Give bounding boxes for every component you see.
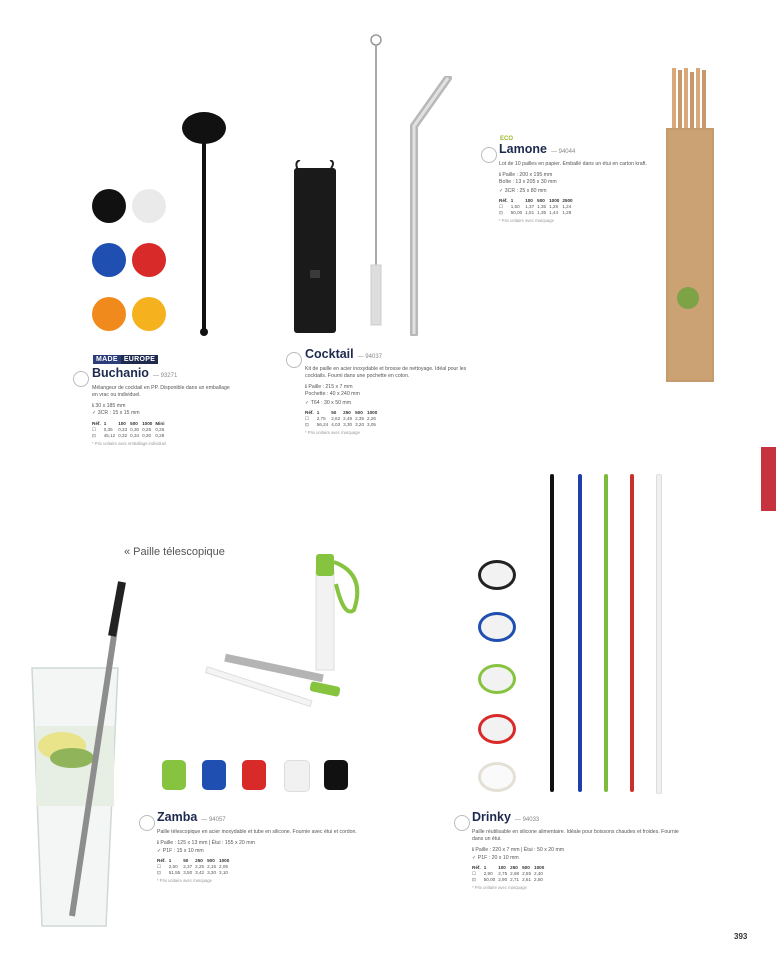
recycle-icon xyxy=(481,147,497,163)
table-row: ☐ 2,75 2,62 2,48 2,35 2,26 xyxy=(305,416,376,421)
table-row: ⊡ 56,24 4,03 3,30 3,20 3,05 xyxy=(305,422,376,427)
page-number: 393 xyxy=(734,932,748,941)
zamba-spec2: ✓ P1F : 15 x 10 mm xyxy=(157,848,204,854)
zamba-block xyxy=(157,810,392,883)
recycle-icon xyxy=(454,815,470,831)
table-row: ☐ 2,90 2,75 2,68 2,55 2,40 xyxy=(472,871,543,876)
cocktail-spec3: ✓ T64 : 30 x 50 mm xyxy=(305,400,352,406)
badge-made: MADE xyxy=(93,355,121,364)
buchanio-desc: Mélangeur de cocktail en PP. Disponible dans un emballage en vrac ou individuel. xyxy=(92,385,230,398)
zamba-straw-image xyxy=(200,650,350,726)
zamba-glass-image xyxy=(22,576,132,930)
zamba-price-table xyxy=(157,858,232,876)
buchanio-stirrer-image xyxy=(180,108,240,343)
cocktail-spec2: Pochette : 40 x 240 mm xyxy=(305,391,360,397)
drinky-straw-blue xyxy=(578,474,582,792)
lamone-price-table xyxy=(499,198,576,216)
drinky-spec1: ℹ Paille : 220 x 7 mm | Étui : 50 x 20 mm xyxy=(472,847,565,853)
cocktail-desc: Kit de paille en acier inoxydable et brosse de nettoyage. Idéal pour les cocktails. Fourni dans une pochette en coton. xyxy=(305,366,467,379)
swatch-red xyxy=(132,243,166,277)
drinky-case-white xyxy=(478,762,516,792)
table-header: Réf. 1 50 250 500 1000 xyxy=(157,858,230,863)
lamone-spec2: Boîte : 13 x 205 x 30 mm xyxy=(499,179,557,185)
swatch-blue xyxy=(92,243,126,277)
drinky-straw-green xyxy=(604,474,608,792)
drinky-price-table xyxy=(472,865,547,883)
zamba-cap-green xyxy=(162,760,186,790)
recycle-icon xyxy=(139,815,155,831)
zamba-cap-black xyxy=(324,760,348,790)
cocktail-spec1: ℹ Paille : 215 x 7 mm xyxy=(305,384,353,390)
zamba-note: * Prix unitaire avec marquage xyxy=(157,878,212,883)
section-tab xyxy=(761,447,776,511)
lamone-box-image xyxy=(662,68,718,384)
drinky-case-black xyxy=(478,560,516,590)
lamone-title: Lamone — 94044 xyxy=(499,142,576,156)
zamba-desc: Paille télescopique en acier inoxydable et tube en silicone. Fournie avec étui et cordon. xyxy=(157,829,357,835)
lamone-note: * Prix unitaire avec marquage xyxy=(499,218,554,223)
drinky-note: * Prix unitaire avec marquage xyxy=(472,885,527,890)
table-header: Réf. 1 100 500 1000 2500 xyxy=(499,198,573,203)
buchanio-price-table xyxy=(92,421,168,439)
table-header: Réf. 1 100 500 1000 Mini xyxy=(92,421,165,426)
drinky-straw-white xyxy=(656,474,662,794)
lamone-eco-label: ECO xyxy=(500,136,514,142)
buchanio-title: Buchanio — 93271 xyxy=(92,366,178,380)
table-row: ⊡ 45,12 0,32 0,34 0,30 0,28 xyxy=(92,433,165,438)
swatch-yellow xyxy=(132,297,166,331)
zamba-spec1: ℹ Paille : 125 x 13 mm | Étui : 155 x 20 mm xyxy=(157,840,255,846)
table-header: Réf. 1 50 250 500 1000 xyxy=(305,410,378,415)
swatch-orange xyxy=(92,297,126,331)
drinky-desc: Paille réutilisable en silicone alimentaire. Idéale pour boissons chaudes et froides. Fournie dans un étui. xyxy=(472,829,679,842)
table-row: ⊡ 51,55 3,50 3,42 3,30 3,10 xyxy=(157,870,228,875)
table-row: ☐ 0,35 0,33 0,30 0,28 0,26 xyxy=(92,427,165,432)
drinky-straw-red xyxy=(630,474,634,792)
cocktail-brush-image xyxy=(368,34,384,334)
drinky-spec2: ✓ P1F : 20 x 10 mm xyxy=(472,855,519,861)
lamone-spec1: ℹ Paille : 200 x 195 mm xyxy=(499,172,553,178)
badge-europe: EUROPE xyxy=(121,355,158,364)
cocktail-price-table xyxy=(305,410,380,428)
table-row: ⊡ 50,00 2,90 2,71 2,61 2,50 xyxy=(472,877,543,882)
drinky-case-red xyxy=(478,714,516,744)
cocktail-straw-image xyxy=(400,76,460,336)
drinky-case-green xyxy=(478,664,516,694)
buchanio-spec1: ℹ 30 x 185 mm xyxy=(92,403,126,409)
zamba-title: Zamba — 94057 xyxy=(157,810,226,824)
lamone-desc: Lot de 10 pailles en papier. Emballé dans un étui en carton kraft. xyxy=(499,161,647,167)
drinky-case-blue xyxy=(478,612,516,642)
lamone-block xyxy=(499,142,649,223)
table-row: ⊡ 50,00 1,51 1,35 1,44 1,28 xyxy=(499,210,572,215)
drinky-title: Drinky — 94033 xyxy=(472,810,540,824)
table-header: Réf. 1 100 250 500 1000 xyxy=(472,865,545,870)
buchanio-block xyxy=(92,366,232,446)
lamone-spec3: ✓ 3CR : 25 x 80 mm xyxy=(499,188,547,194)
cocktail-title: Cocktail — 94037 xyxy=(305,347,382,361)
cocktail-pouch-image xyxy=(290,160,340,335)
table-row: ☐ 2,50 2,37 2,25 2,15 2,05 xyxy=(157,864,228,869)
recycle-icon xyxy=(73,371,89,387)
table-row: ☐ 1,50 1,37 1,35 1,28 1,24 xyxy=(499,204,572,209)
cocktail-note: * Prix unitaire avec marquage xyxy=(305,430,360,435)
zamba-cap-white xyxy=(284,760,310,792)
cocktail-block xyxy=(305,347,480,435)
section-heading: « Paille télescopique xyxy=(124,546,225,558)
recycle-icon xyxy=(286,352,302,368)
zamba-cap-blue xyxy=(202,760,226,790)
buchanio-spec2: ✓ 3CR : 15 x 15 mm xyxy=(92,410,140,416)
buchanio-note: * Prix unitaire avec emballage individuel xyxy=(92,441,167,446)
zamba-cap-red xyxy=(242,760,266,790)
drinky-straw-black xyxy=(550,474,554,792)
swatch-black xyxy=(92,189,126,223)
drinky-block xyxy=(472,810,682,890)
swatch-white xyxy=(132,189,166,223)
made-in-europe-badge xyxy=(93,348,158,366)
